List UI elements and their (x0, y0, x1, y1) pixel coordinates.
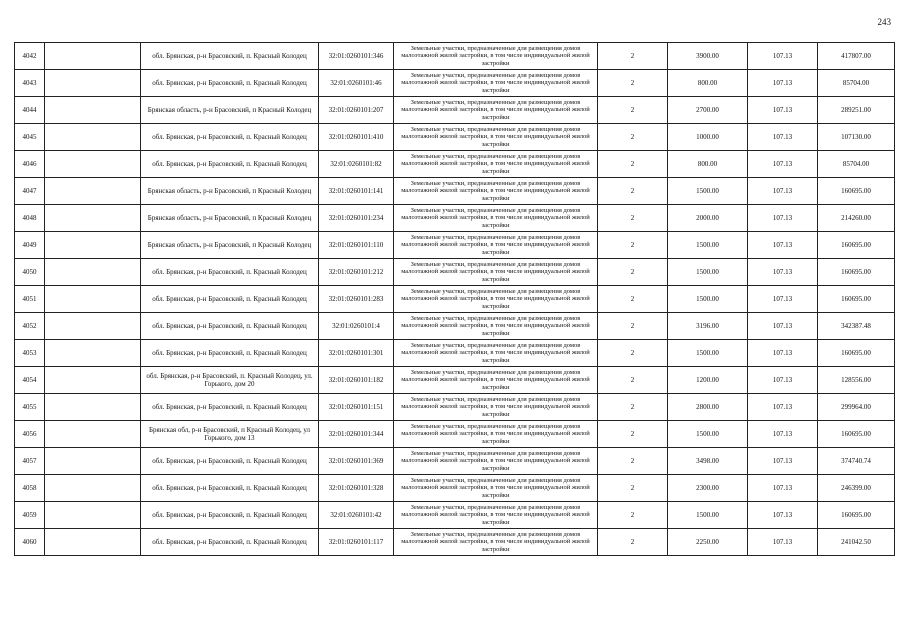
table-row (15, 124, 895, 151)
cell-rate: 107.13 (748, 475, 818, 502)
cell-category: 2 (598, 502, 668, 529)
cell-cadastral-number: 32:01:0260101:110 (319, 232, 394, 259)
cell-cadastral-value: 214260.00 (818, 205, 895, 232)
cell-purpose: Земельные участки, предназначенные для размещения домов малоэтажной жилой застройки, в том числе индивидуальной жилой застройки (394, 286, 598, 313)
cell-cadastral-number: 32:01:0260101:151 (319, 394, 394, 421)
cell-rate: 107.13 (748, 205, 818, 232)
cell-area: 1200.00 (668, 367, 748, 394)
cell-category: 2 (598, 232, 668, 259)
cell-purpose: Земельные участки, предназначенные для размещения домов малоэтажной жилой застройки, в том числе индивидуальной жилой застройки (394, 421, 598, 448)
cell-cadastral-number: 32:01:0260101:344 (319, 421, 394, 448)
cell-address: Брянская обл, р-н Брасовский, п Красный Колодец, ул Горького, дом 13 (141, 421, 319, 448)
cell-cadastral-value: 128556.00 (818, 367, 895, 394)
cell-address: обл. Брянская, р-н Брасовский, п. Красный Колодец (141, 448, 319, 475)
cell-address: Брянская область, р-н Брасовский, п Красный Колодец (141, 232, 319, 259)
cell-area: 1500.00 (668, 259, 748, 286)
cell-rate: 107.13 (748, 340, 818, 367)
cell-number: 4057 (15, 448, 45, 475)
table-row (15, 43, 895, 70)
cell-rate: 107.13 (748, 259, 818, 286)
cell-category: 2 (598, 448, 668, 475)
cell-address: обл. Брянская, р-н Брасовский, п. Красный Колодец (141, 313, 319, 340)
cell-cadastral-number: 32:01:0260101:369 (319, 448, 394, 475)
cell-rate: 107.13 (748, 394, 818, 421)
cell-address: обл. Брянская, р-н Брасовский, п. Красный Колодец (141, 394, 319, 421)
cell-category: 2 (598, 43, 668, 70)
cell-cadastral-number: 32:01:0260101:346 (319, 43, 394, 70)
cell-purpose: Земельные участки, предназначенные для размещения домов малоэтажной жилой застройки, в том числе индивидуальной жилой застройки (394, 367, 598, 394)
cell-cadastral-value: 160695.00 (818, 502, 895, 529)
cell-number: 4042 (15, 43, 45, 70)
cell-cadastral-number: 32:01:0260101:46 (319, 70, 394, 97)
cell-cadastral-value: 342387.48 (818, 313, 895, 340)
cell-empty (45, 205, 141, 232)
cell-address: обл. Брянская, р-н Брасовский, п. Красный Колодец, ул. Горького, дом 20 (141, 367, 319, 394)
cell-area: 1500.00 (668, 502, 748, 529)
cell-category: 2 (598, 313, 668, 340)
cell-purpose: Земельные участки, предназначенные для размещения домов малоэтажной жилой застройки, в том числе индивидуальной жилой застройки (394, 205, 598, 232)
cell-empty (45, 43, 141, 70)
cell-empty (45, 502, 141, 529)
cell-cadastral-value: 160695.00 (818, 286, 895, 313)
cell-purpose: Земельные участки, предназначенные для размещения домов малоэтажной жилой застройки, в том числе индивидуальной жилой застройки (394, 448, 598, 475)
cell-address: обл. Брянская, р-н Брасовский, п. Красный Колодец (141, 151, 319, 178)
cell-empty (45, 394, 141, 421)
cell-category: 2 (598, 475, 668, 502)
cell-empty (45, 448, 141, 475)
cell-category: 2 (598, 367, 668, 394)
cell-purpose: Земельные участки, предназначенные для размещения домов малоэтажной жилой застройки, в том числе индивидуальной жилой застройки (394, 340, 598, 367)
cell-empty (45, 232, 141, 259)
cell-address: Брянская область, р-н Брасовский, п Красный Колодец (141, 205, 319, 232)
cell-cadastral-value: 289251.00 (818, 97, 895, 124)
cell-address: обл. Брянская, р-н Брасовский, п. Красный Колодец (141, 529, 319, 556)
cell-number: 4050 (15, 259, 45, 286)
cell-number: 4060 (15, 529, 45, 556)
cell-rate: 107.13 (748, 43, 818, 70)
cell-cadastral-value: 374740.74 (818, 448, 895, 475)
cell-rate: 107.13 (748, 313, 818, 340)
cell-empty (45, 70, 141, 97)
cell-cadastral-number: 32:01:0260101:283 (319, 286, 394, 313)
cell-cadastral-value: 160695.00 (818, 421, 895, 448)
cell-area: 1000.00 (668, 124, 748, 151)
cell-number: 4054 (15, 367, 45, 394)
table-row (15, 529, 895, 556)
cell-address: Брянская область, р-н Брасовский, п Красный Колодец (141, 97, 319, 124)
cell-category: 2 (598, 151, 668, 178)
cell-area: 3498.00 (668, 448, 748, 475)
cell-number: 4049 (15, 232, 45, 259)
cell-empty (45, 286, 141, 313)
cell-area: 2000.00 (668, 205, 748, 232)
cell-address: обл. Брянская, р-н Брасовский, п. Красный Колодец (141, 286, 319, 313)
cell-rate: 107.13 (748, 124, 818, 151)
cell-cadastral-value: 417807.00 (818, 43, 895, 70)
cell-empty (45, 259, 141, 286)
table-row (15, 313, 895, 340)
cell-purpose: Земельные участки, предназначенные для размещения домов малоэтажной жилой застройки, в том числе индивидуальной жилой застройки (394, 43, 598, 70)
cell-cadastral-number: 32:01:0260101:182 (319, 367, 394, 394)
cell-empty (45, 97, 141, 124)
table-row (15, 259, 895, 286)
cell-cadastral-number: 32:01:0260101:410 (319, 124, 394, 151)
cell-address: обл. Брянская, р-н Брасовский, п. Красный Колодец (141, 124, 319, 151)
cell-address: обл. Брянская, р-н Брасовский, п. Красный Колодец (141, 502, 319, 529)
cell-purpose: Земельные участки, предназначенные для размещения домов малоэтажной жилой застройки, в том числе индивидуальной жилой застройки (394, 232, 598, 259)
cell-rate: 107.13 (748, 151, 818, 178)
cell-cadastral-number: 32:01:0260101:141 (319, 178, 394, 205)
table-row (15, 367, 895, 394)
cell-empty (45, 475, 141, 502)
cell-purpose: Земельные участки, предназначенные для размещения домов малоэтажной жилой застройки, в том числе индивидуальной жилой застройки (394, 394, 598, 421)
cell-area: 2250.00 (668, 529, 748, 556)
cell-rate: 107.13 (748, 367, 818, 394)
cell-number: 4051 (15, 286, 45, 313)
cell-category: 2 (598, 529, 668, 556)
cell-number: 4047 (15, 178, 45, 205)
cell-area: 800.00 (668, 151, 748, 178)
cell-cadastral-number: 32:01:0260101:4 (319, 313, 394, 340)
cell-cadastral-number: 32:01:0260101:42 (319, 502, 394, 529)
cell-category: 2 (598, 178, 668, 205)
cell-rate: 107.13 (748, 70, 818, 97)
table-row (15, 178, 895, 205)
cell-empty (45, 313, 141, 340)
table-row (15, 502, 895, 529)
cell-number: 4046 (15, 151, 45, 178)
cell-category: 2 (598, 421, 668, 448)
cell-area: 2300.00 (668, 475, 748, 502)
cell-cadastral-number: 32:01:0260101:117 (319, 529, 394, 556)
cell-cadastral-number: 32:01:0260101:234 (319, 205, 394, 232)
cell-purpose: Земельные участки, предназначенные для размещения домов малоэтажной жилой застройки, в том числе индивидуальной жилой застройки (394, 151, 598, 178)
table-body (15, 43, 895, 556)
table-row (15, 340, 895, 367)
cell-area: 1500.00 (668, 232, 748, 259)
cell-purpose: Земельные участки, предназначенные для размещения домов малоэтажной жилой застройки, в том числе индивидуальной жилой застройки (394, 529, 598, 556)
cell-area: 3900.00 (668, 43, 748, 70)
cell-cadastral-number: 32:01:0260101:301 (319, 340, 394, 367)
cell-address: обл. Брянская, р-н Брасовский, п. Красный Колодец (141, 43, 319, 70)
table-row (15, 151, 895, 178)
cell-category: 2 (598, 340, 668, 367)
cell-cadastral-value: 107130.00 (818, 124, 895, 151)
cell-address: обл. Брянская, р-н Брасовский, п. Красный Колодец (141, 259, 319, 286)
cell-cadastral-value: 160695.00 (818, 232, 895, 259)
cell-address: Брянская область, р-н Брасовский, п Красный Колодец (141, 178, 319, 205)
table-row (15, 232, 895, 259)
cell-empty (45, 340, 141, 367)
cell-purpose: Земельные участки, предназначенные для размещения домов малоэтажной жилой застройки, в том числе индивидуальной жилой застройки (394, 475, 598, 502)
cell-category: 2 (598, 286, 668, 313)
cell-address: обл. Брянская, р-н Брасовский, п. Красный Колодец (141, 70, 319, 97)
cell-rate: 107.13 (748, 286, 818, 313)
table-row (15, 205, 895, 232)
cell-number: 4053 (15, 340, 45, 367)
cell-number: 4056 (15, 421, 45, 448)
cell-purpose: Земельные участки, предназначенные для размещения домов малоэтажной жилой застройки, в том числе индивидуальной жилой застройки (394, 259, 598, 286)
cell-cadastral-value: 241042.50 (818, 529, 895, 556)
cell-address: обл. Брянская, р-н Брасовский, п. Красный Колодец (141, 340, 319, 367)
cell-number: 4048 (15, 205, 45, 232)
cell-area: 800.00 (668, 70, 748, 97)
table-row (15, 70, 895, 97)
cell-number: 4052 (15, 313, 45, 340)
cell-category: 2 (598, 70, 668, 97)
cell-purpose: Земельные участки, предназначенные для размещения домов малоэтажной жилой застройки, в том числе индивидуальной жилой застройки (394, 178, 598, 205)
cell-address: обл. Брянская, р-н Брасовский, п. Красный Колодец (141, 475, 319, 502)
cell-purpose: Земельные участки, предназначенные для размещения домов малоэтажной жилой застройки, в том числе индивидуальной жилой застройки (394, 97, 598, 124)
cell-number: 4043 (15, 70, 45, 97)
cell-empty (45, 151, 141, 178)
cell-category: 2 (598, 259, 668, 286)
cell-rate: 107.13 (748, 529, 818, 556)
cell-cadastral-value: 160695.00 (818, 178, 895, 205)
cell-cadastral-value: 299964.00 (818, 394, 895, 421)
cell-cadastral-value: 160695.00 (818, 259, 895, 286)
cell-empty (45, 367, 141, 394)
cell-cadastral-value: 246399.00 (818, 475, 895, 502)
cell-rate: 107.13 (748, 178, 818, 205)
cell-rate: 107.13 (748, 232, 818, 259)
cell-category: 2 (598, 394, 668, 421)
cell-area: 3196.00 (668, 313, 748, 340)
table-row (15, 97, 895, 124)
cell-number: 4055 (15, 394, 45, 421)
cell-cadastral-value: 85704.00 (818, 70, 895, 97)
cell-category: 2 (598, 205, 668, 232)
cell-empty (45, 124, 141, 151)
cell-cadastral-number: 32:01:0260101:82 (319, 151, 394, 178)
cell-category: 2 (598, 97, 668, 124)
cell-rate: 107.13 (748, 502, 818, 529)
cell-area: 1500.00 (668, 178, 748, 205)
cell-cadastral-number: 32:01:0260101:328 (319, 475, 394, 502)
cell-empty (45, 178, 141, 205)
cell-rate: 107.13 (748, 97, 818, 124)
cell-number: 4044 (15, 97, 45, 124)
cell-number: 4045 (15, 124, 45, 151)
cell-empty (45, 529, 141, 556)
cell-area: 2800.00 (668, 394, 748, 421)
cell-purpose: Земельные участки, предназначенные для размещения домов малоэтажной жилой застройки, в том числе индивидуальной жилой застройки (394, 313, 598, 340)
cell-purpose: Земельные участки, предназначенные для размещения домов малоэтажной жилой застройки, в том числе индивидуальной жилой застройки (394, 124, 598, 151)
table-row (15, 421, 895, 448)
cell-purpose: Земельные участки, предназначенные для размещения домов малоэтажной жилой застройки, в том числе индивидуальной жилой застройки (394, 70, 598, 97)
cell-category: 2 (598, 124, 668, 151)
cell-empty (45, 421, 141, 448)
cell-number: 4059 (15, 502, 45, 529)
cell-area: 1500.00 (668, 340, 748, 367)
land-registry-table (14, 42, 895, 556)
table-row (15, 286, 895, 313)
cell-cadastral-number: 32:01:0260101:212 (319, 259, 394, 286)
cell-rate: 107.13 (748, 448, 818, 475)
cell-cadastral-value: 160695.00 (818, 340, 895, 367)
table-row (15, 394, 895, 421)
cell-cadastral-value: 85704.00 (818, 151, 895, 178)
cell-area: 2700.00 (668, 97, 748, 124)
cell-purpose: Земельные участки, предназначенные для размещения домов малоэтажной жилой застройки, в том числе индивидуальной жилой застройки (394, 502, 598, 529)
cell-rate: 107.13 (748, 421, 818, 448)
page-number: 243 (877, 17, 891, 27)
cell-cadastral-number: 32:01:0260101:207 (319, 97, 394, 124)
table-row (15, 448, 895, 475)
cell-number: 4058 (15, 475, 45, 502)
cell-area: 1500.00 (668, 286, 748, 313)
cell-area: 1500.00 (668, 421, 748, 448)
table-row (15, 475, 895, 502)
